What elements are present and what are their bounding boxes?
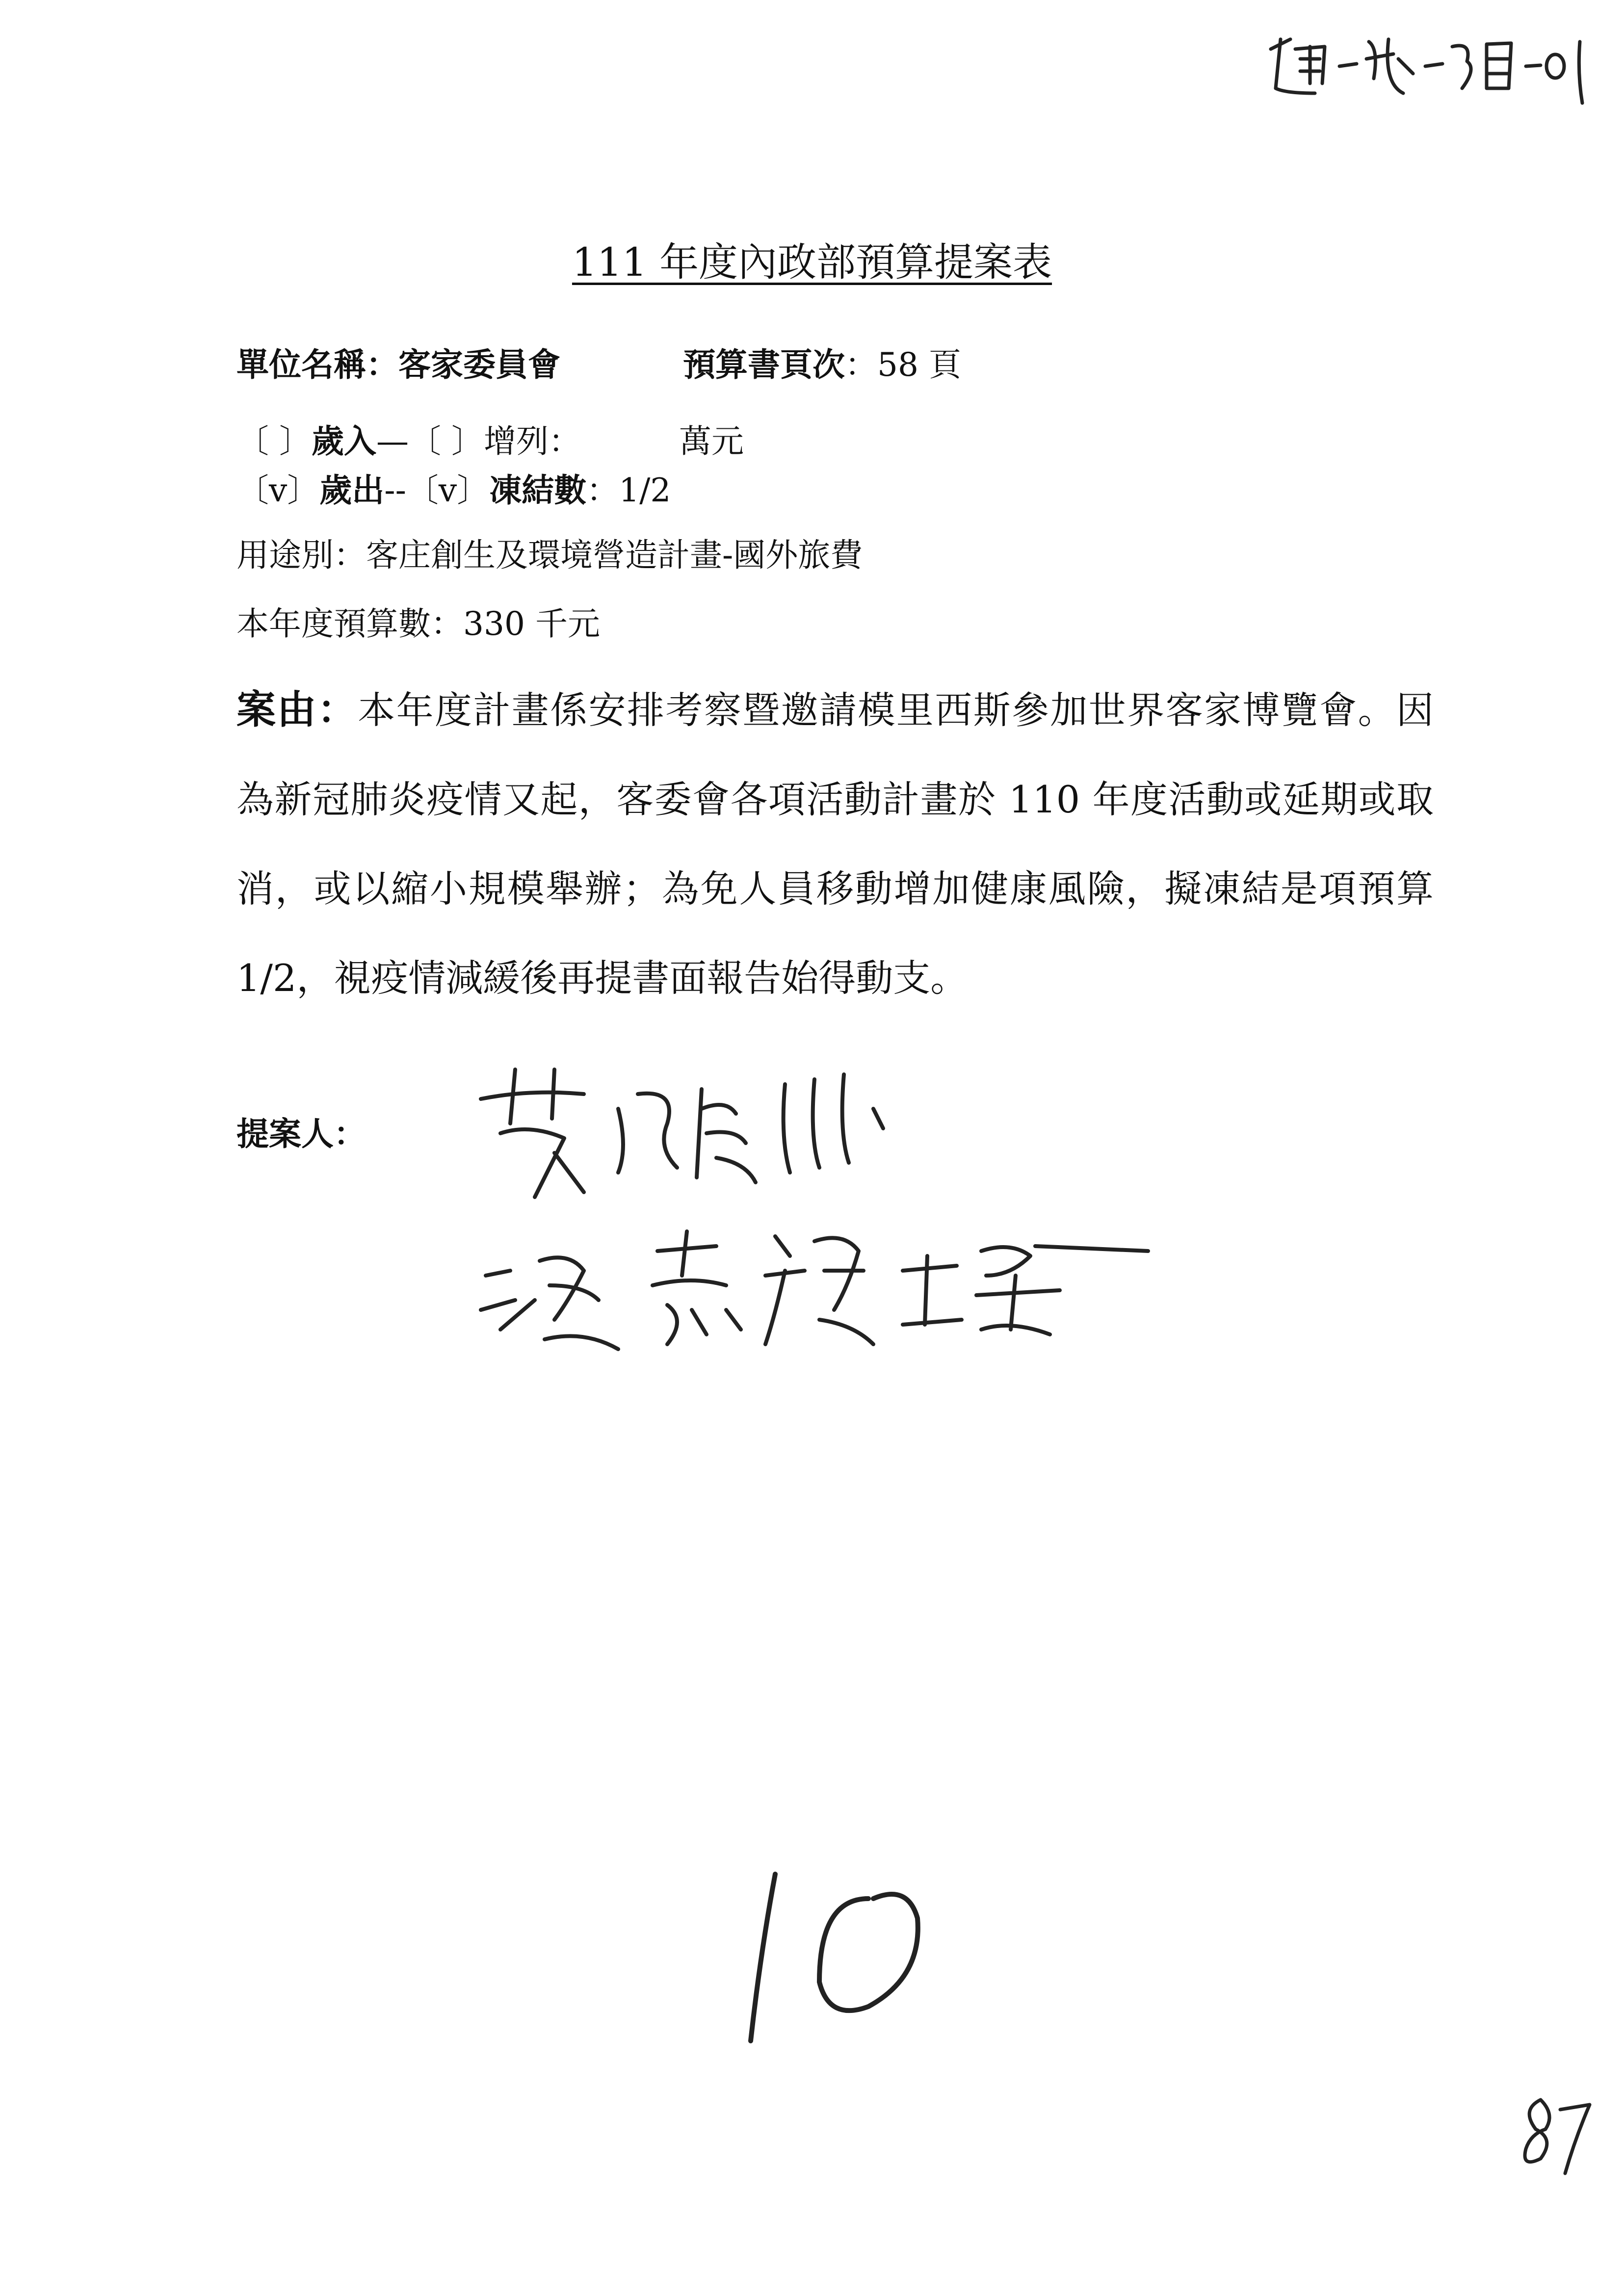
purpose-line: 用途別：客庄創生及環境營造計畫-國外旅費: [236, 536, 863, 574]
form-title: 111 年度內政部預算提案表: [572, 239, 1052, 285]
revenue-line: [236, 415, 744, 462]
signature-line-2: [471, 1202, 1168, 1364]
unit-value: 客家委員會: [398, 345, 560, 384]
proposer-label: 提案人：: [236, 1115, 366, 1153]
expense-label: 歲出: [319, 471, 385, 509]
freeze-value: ：1/2: [586, 471, 671, 509]
freeze-label: 凍結數: [489, 471, 587, 509]
unit-row: [236, 339, 961, 385]
reason-text: 本年度計畫係安排考察暨邀請模里西斯參加世界客家博覽會。因為新冠肺炎疫情又起，客委會各項活動計畫於 110 年度活動或延期或取消，或以縮小規模舉辦；為免人員移動增加健康風險，擬凍結是項預算 1/2，視疫情減緩後再提書面報告始得動支。: [236, 688, 1434, 1000]
unit-label: 單位名稱：: [236, 345, 398, 384]
revenue-checkbox: 〔 〕: [236, 422, 312, 460]
increase-label: 增列：: [483, 422, 581, 460]
expense-dash: --: [384, 471, 406, 509]
freeze-checkbox: 〔v〕: [406, 471, 490, 509]
budget-line: 本年度預算數：330 千元: [236, 605, 600, 643]
revenue-label: 歲入: [311, 422, 376, 460]
reason-label: 案由：: [236, 686, 358, 732]
revenue-dash: —: [376, 422, 409, 460]
signature-line-1: [471, 1050, 913, 1212]
handwritten-corner-number: [1511, 2085, 1595, 2183]
handwritten-page-number: [707, 1854, 962, 2061]
reason-paragraph: [236, 665, 1434, 1023]
increase-checkbox: 〔 〕: [408, 422, 484, 460]
expense-line: [236, 464, 671, 511]
handwritten-ref-code: [1256, 20, 1609, 108]
increase-unit: 萬元: [679, 422, 744, 460]
page-ref-label: 預算書頁次: [683, 345, 845, 384]
expense-checkbox: 〔v〕: [236, 471, 320, 509]
page-ref-value: ：58 頁: [845, 346, 961, 384]
